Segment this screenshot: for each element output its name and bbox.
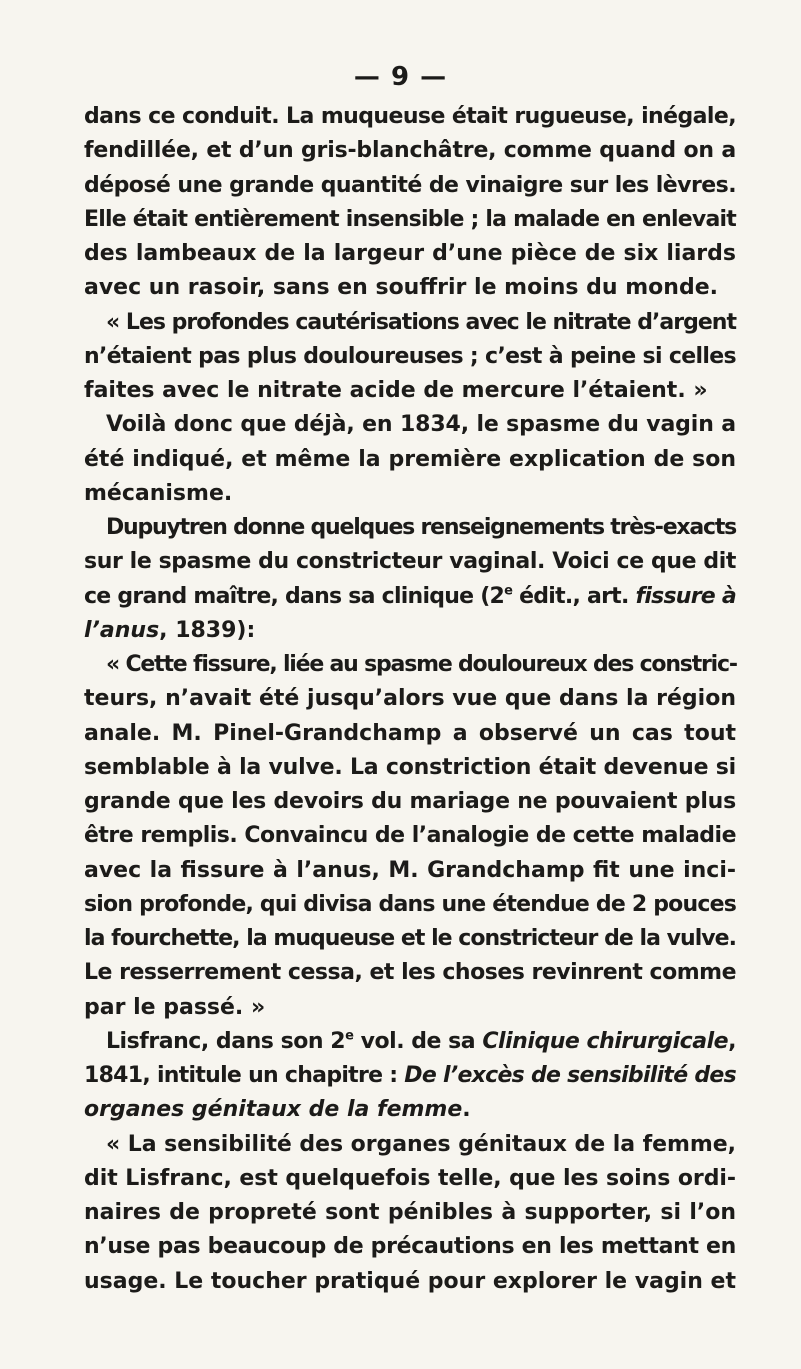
text-line bbox=[84, 1025, 736, 1059]
superscript: e bbox=[345, 1028, 354, 1044]
text-line: déposé une grande quantité de vinaigre sur les lèvres. bbox=[84, 172, 736, 198]
text-line: Voilà donc que déjà, en 1834, le spasme du vagin a bbox=[106, 412, 736, 438]
text-line: des lambeaux de la largeur d’une pièce de six liards bbox=[84, 241, 736, 266]
text-line: par le passé. » bbox=[84, 994, 266, 1020]
text-line: « Les profondes cautérisations avec le nitrate d’argent bbox=[106, 309, 736, 335]
body-text bbox=[84, 100, 736, 1299]
text-line: Le resserrement cessa, et les choses revinrent comme bbox=[84, 960, 736, 986]
text-line: été indiqué, et même la première explication de son bbox=[84, 446, 736, 472]
italic-span: Clinique chirurgicale bbox=[482, 1028, 729, 1054]
italic-span: organes génitaux de la femme bbox=[84, 1097, 463, 1123]
italic-span: l’anus bbox=[84, 617, 160, 643]
text-line: n’use pas beaucoup de précautions en les mettant en bbox=[84, 1234, 736, 1260]
text-line: « Cette fissure, liée au spasme douloureux des constric- bbox=[106, 652, 737, 677]
text-line: semblable à la vulve. La constriction était devenue si bbox=[84, 754, 736, 780]
text-line: « La sensibilité des organes génitaux de la femme, bbox=[106, 1131, 736, 1157]
text-line: avec un rasoir, sans en souffrir le moins du monde. bbox=[84, 275, 718, 301]
text-line: anale. M. Pinel-Grandchamp a observé un cas tout bbox=[84, 720, 736, 746]
text-line: dans ce conduit. La muqueuse était rugueuse, inégale, bbox=[84, 104, 736, 129]
text-line: n’étaient pas plus douloureuses ; c’est à peine si celles bbox=[84, 343, 736, 369]
page-number: — 9 — bbox=[353, 62, 448, 92]
superscript: e bbox=[504, 583, 513, 599]
text-span: édit., art. bbox=[512, 583, 636, 609]
text-line: sion profonde, qui divisa dans une étendue de 2 pouces bbox=[84, 891, 736, 917]
text-line bbox=[84, 1093, 736, 1127]
text-line bbox=[84, 614, 736, 648]
text-line: avec la fissure à l’anus, M. Grandchamp fit une inci- bbox=[84, 857, 736, 883]
text-span: ce grand maître, dans sa clinique (2 bbox=[84, 583, 505, 609]
text-line: Elle était entièrement insensible ; la malade en enlevait bbox=[84, 206, 737, 232]
text-span: vol. de sa bbox=[353, 1028, 483, 1054]
text-line: sur le spasme du constricteur vaginal. Voici ce que dit bbox=[84, 549, 736, 575]
text-line: naires de propreté sont pénibles à supporter, si l’on bbox=[84, 1200, 736, 1225]
text-line: faites avec le nitrate acide de mercure l’étaient. » bbox=[84, 378, 708, 403]
text-line: la fourchette, la muqueuse et le constricteur de la vulve. bbox=[84, 926, 736, 951]
text-line bbox=[84, 580, 736, 614]
text-line: usage. Le toucher pratiqué pour explorer le vagin et bbox=[84, 1268, 736, 1294]
text-line: mécanisme. bbox=[84, 480, 233, 506]
text-line: fendillée, et d’un gris-blanchâtre, comme quand on a bbox=[84, 138, 736, 164]
italic-span: fissure à bbox=[635, 583, 736, 609]
text-span: , 1839): bbox=[159, 617, 256, 643]
text-line: grande que les devoirs du mariage ne pouvaient plus bbox=[84, 789, 736, 814]
text-line: dit Lisfranc, est quelquefois telle, que les soins ordi- bbox=[84, 1165, 736, 1191]
text-line: teurs, n’avait été jusqu’alors vue que dans la région bbox=[84, 686, 736, 712]
text-line bbox=[84, 1059, 736, 1093]
text-span: 1841, intitule un chapitre : bbox=[84, 1063, 405, 1088]
italic-span: De l’excès de sensibilité des bbox=[404, 1063, 736, 1088]
text-line: être remplis. Convaincu de l’analogie de cette maladie bbox=[84, 823, 736, 849]
text-span: Lisfranc, dans son 2 bbox=[106, 1028, 346, 1054]
text-line: Dupuytren donne quelques renseignements très-exacts bbox=[106, 515, 736, 540]
text-span: , bbox=[728, 1028, 737, 1054]
text-span: . bbox=[462, 1097, 471, 1123]
